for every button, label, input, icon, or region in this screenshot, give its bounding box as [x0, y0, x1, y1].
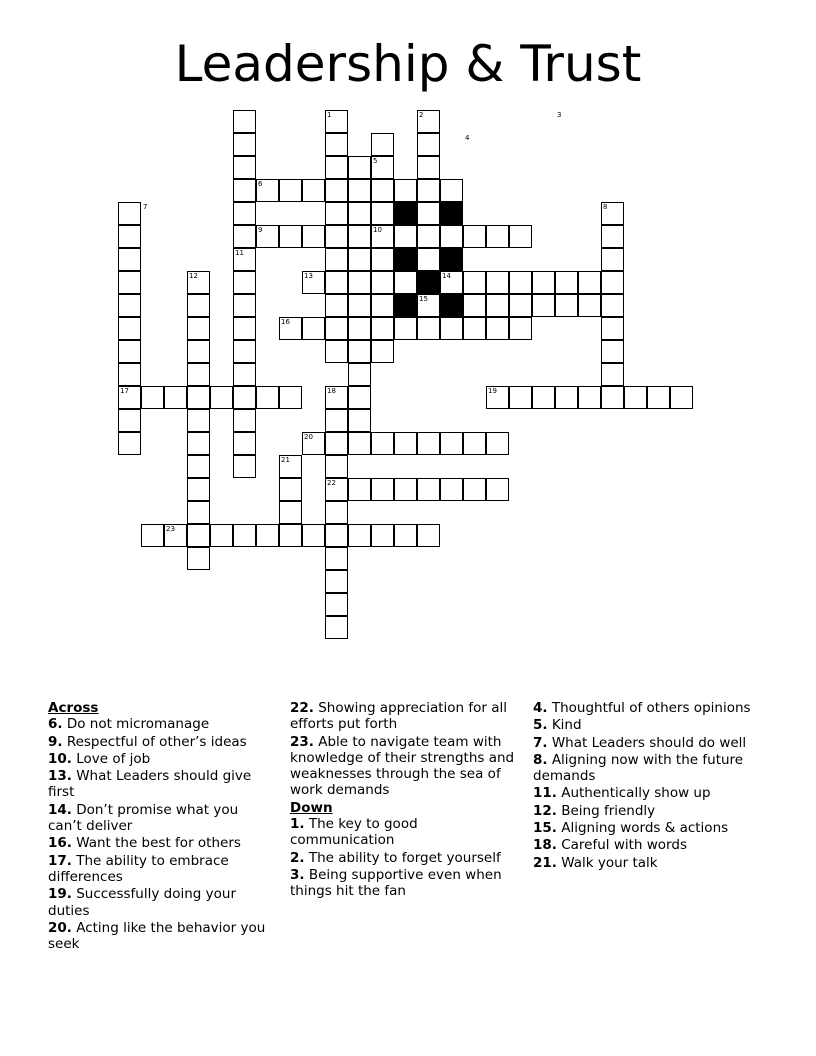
black-cell — [417, 271, 440, 294]
clue-number: 8. — [533, 751, 548, 768]
grid-cell[interactable] — [187, 432, 210, 455]
black-cell — [440, 202, 463, 225]
grid-cell[interactable] — [325, 294, 348, 317]
grid-cell[interactable] — [348, 386, 371, 409]
clues-column-1 — [48, 700, 273, 953]
black-cell — [440, 248, 463, 271]
grid-cell[interactable] — [302, 317, 325, 340]
clue-text: Authentically show up — [556, 785, 711, 802]
grid-cell[interactable] — [371, 179, 394, 202]
grid-cell[interactable] — [187, 409, 210, 432]
grid-cell[interactable] — [601, 317, 624, 340]
clue-text: Careful with words — [556, 837, 687, 854]
black-cell — [394, 202, 417, 225]
grid-cell[interactable] — [348, 409, 371, 432]
across-clue — [48, 886, 273, 919]
grid-cell[interactable] — [302, 225, 325, 248]
puzzle-title: Leadership & Trust — [174, 35, 642, 93]
clue-number-label: 19 — [488, 387, 497, 395]
clue-number: 2. — [290, 849, 305, 866]
grid-cell[interactable] — [118, 340, 141, 363]
grid-cell[interactable] — [440, 432, 463, 455]
grid-cell[interactable] — [440, 225, 463, 248]
grid-cell[interactable] — [118, 432, 141, 455]
grid-cell[interactable] — [624, 386, 647, 409]
clue-text: Being friendly — [556, 802, 656, 819]
grid-cell[interactable] — [601, 225, 624, 248]
grid-cell[interactable] — [348, 524, 371, 547]
grid-cell[interactable] — [440, 317, 463, 340]
grid-cell[interactable] — [417, 156, 440, 179]
across-clue — [48, 768, 273, 801]
clue-number: 19. — [48, 886, 72, 903]
clue-number-label: 5 — [373, 157, 378, 165]
grid-cell[interactable] — [417, 478, 440, 501]
clue-number-label: 4 — [465, 134, 470, 142]
across-clue — [48, 734, 273, 750]
clue-number-label: 16 — [281, 318, 290, 326]
clue-number: 3. — [290, 866, 305, 883]
grid-cell[interactable] — [440, 179, 463, 202]
down-clue — [533, 855, 763, 871]
grid-cell[interactable] — [417, 225, 440, 248]
grid-cell[interactable] — [394, 478, 417, 501]
grid-cell[interactable] — [279, 179, 302, 202]
grid-cell[interactable] — [486, 317, 509, 340]
grid-cell[interactable] — [233, 409, 256, 432]
grid-cell[interactable] — [601, 340, 624, 363]
grid-cell[interactable] — [187, 478, 210, 501]
grid-cell[interactable] — [394, 225, 417, 248]
grid-cell[interactable] — [555, 386, 578, 409]
across-clue — [290, 734, 515, 799]
grid-cell[interactable] — [417, 317, 440, 340]
clue-text: Being supportive even when things hit the fan — [290, 866, 502, 900]
clue-number: 12. — [533, 802, 557, 819]
grid-cell[interactable] — [394, 271, 417, 294]
clue-text: Don’t promise what you can’t deliver — [48, 801, 239, 835]
clue-text: Want the best for others — [71, 835, 241, 852]
grid-cell[interactable] — [164, 386, 187, 409]
grid-cell[interactable] — [233, 455, 256, 478]
across-clue — [48, 853, 273, 886]
grid-cell[interactable] — [463, 478, 486, 501]
across-clue — [48, 751, 273, 767]
grid-cell[interactable] — [371, 524, 394, 547]
down-clue — [533, 785, 763, 801]
grid-cell[interactable] — [601, 271, 624, 294]
grid-cell[interactable] — [233, 432, 256, 455]
clue-number-label: 2 — [419, 111, 424, 119]
grid-cell[interactable] — [348, 225, 371, 248]
grid-cell[interactable] — [394, 432, 417, 455]
grid-cell[interactable] — [601, 363, 624, 386]
clue-number: 23. — [290, 733, 314, 750]
clue-number-label: 22 — [327, 479, 336, 487]
clue-number: 14. — [48, 801, 72, 818]
across-clue — [48, 920, 273, 953]
clue-number-label: 15 — [419, 295, 428, 303]
grid-cell[interactable] — [233, 340, 256, 363]
grid-cell[interactable] — [532, 294, 555, 317]
grid-cell[interactable] — [325, 179, 348, 202]
clue-number: 1. — [290, 816, 305, 833]
down-clue — [533, 837, 763, 853]
grid-cell[interactable] — [417, 248, 440, 271]
down-clue — [290, 867, 515, 900]
grid-cell[interactable] — [348, 432, 371, 455]
grid-cell[interactable] — [486, 478, 509, 501]
grid-cell[interactable] — [118, 409, 141, 432]
clue-number: 20. — [48, 919, 72, 936]
clue-number-label: 18 — [327, 387, 336, 395]
grid-cell[interactable] — [348, 248, 371, 271]
grid-cell[interactable] — [141, 524, 164, 547]
grid-cell[interactable] — [279, 225, 302, 248]
clue-text: What Leaders should do well — [547, 734, 747, 751]
clue-text: The key to good communication — [290, 816, 418, 849]
clue-text: Do not micromanage — [62, 716, 210, 733]
grid-cell[interactable] — [325, 409, 348, 432]
down-clue — [533, 803, 763, 819]
clue-text: Respectful of other’s ideas — [62, 733, 247, 750]
clue-text: What Leaders should give first — [48, 768, 252, 801]
grid-cell[interactable] — [509, 386, 532, 409]
grid-cell[interactable] — [325, 225, 348, 248]
grid-cell[interactable] — [463, 317, 486, 340]
grid-cell[interactable] — [325, 570, 348, 593]
grid-cell[interactable] — [118, 363, 141, 386]
grid-cell[interactable] — [279, 478, 302, 501]
grid-cell[interactable] — [463, 271, 486, 294]
clue-text: Showing appreciation for all efforts put forth — [290, 700, 508, 733]
clue-text: Able to navigate team with knowledge of their strengths and weaknesses through the sea of work demands — [290, 733, 515, 799]
clue-number-label: 12 — [189, 272, 198, 280]
grid-cell[interactable] — [371, 248, 394, 271]
grid-cell[interactable] — [325, 455, 348, 478]
black-cell — [440, 294, 463, 317]
clue-number-label: 23 — [166, 525, 175, 533]
grid-cell[interactable] — [187, 501, 210, 524]
across-heading: Across — [48, 700, 99, 716]
down-clue — [533, 717, 763, 733]
grid-cell[interactable] — [325, 317, 348, 340]
clue-text: Acting like the behavior you seek — [48, 919, 266, 953]
grid-cell[interactable] — [371, 271, 394, 294]
grid-cell[interactable] — [348, 294, 371, 317]
across-clue — [48, 802, 273, 835]
grid-cell[interactable] — [440, 478, 463, 501]
grid-cell[interactable] — [187, 317, 210, 340]
grid-cell[interactable] — [509, 294, 532, 317]
clue-number: 13. — [48, 768, 72, 785]
grid-cell[interactable] — [325, 501, 348, 524]
clue-number: 17. — [48, 852, 72, 869]
grid-cell[interactable] — [417, 432, 440, 455]
grid-cell[interactable] — [233, 110, 256, 133]
clue-number-label: 6 — [258, 180, 263, 188]
grid-cell[interactable] — [371, 294, 394, 317]
down-clue — [290, 850, 515, 866]
clue-number: 11. — [533, 785, 557, 802]
grid-cell[interactable] — [187, 455, 210, 478]
down-clue — [533, 752, 763, 785]
clue-number-label: 9 — [258, 226, 263, 234]
grid-cell[interactable] — [509, 225, 532, 248]
clue-number-label: 11 — [235, 249, 244, 257]
grid-cell[interactable] — [371, 478, 394, 501]
grid-cell[interactable] — [532, 271, 555, 294]
grid-cell[interactable] — [279, 524, 302, 547]
clue-number-label: 17 — [120, 387, 129, 395]
grid-cell[interactable] — [233, 363, 256, 386]
grid-cell[interactable] — [118, 202, 141, 225]
grid-cell[interactable] — [210, 524, 233, 547]
grid-cell[interactable] — [348, 271, 371, 294]
grid-cell[interactable] — [371, 133, 394, 156]
grid-cell[interactable] — [371, 340, 394, 363]
grid-cell[interactable] — [601, 386, 624, 409]
grid-cell[interactable] — [233, 271, 256, 294]
grid-cell[interactable] — [118, 294, 141, 317]
clue-number: 16. — [48, 835, 72, 852]
clue-number-label: 21 — [281, 456, 290, 464]
grid-cell[interactable] — [555, 294, 578, 317]
grid-cell[interactable] — [578, 294, 601, 317]
grid-cell[interactable] — [210, 386, 233, 409]
clue-text: Kind — [547, 717, 582, 734]
grid-cell[interactable] — [486, 225, 509, 248]
grid-cell[interactable] — [578, 386, 601, 409]
clue-number-label: 3 — [557, 111, 562, 119]
clue-number-label: 10 — [373, 226, 382, 234]
grid-cell[interactable] — [325, 524, 348, 547]
down-clue — [533, 735, 763, 751]
grid-cell[interactable] — [233, 317, 256, 340]
grid-cell[interactable] — [118, 317, 141, 340]
grid-cell[interactable] — [417, 524, 440, 547]
clues-column-2 — [290, 700, 515, 901]
grid-cell[interactable] — [555, 271, 578, 294]
clue-number-label: 1 — [327, 111, 332, 119]
clue-number-label: 13 — [304, 272, 313, 280]
black-cell — [394, 294, 417, 317]
clue-number: 6. — [48, 716, 63, 733]
clue-number-label: 7 — [143, 203, 148, 211]
grid-cell[interactable] — [141, 386, 164, 409]
clues-column-3 — [533, 700, 763, 872]
grid-cell[interactable] — [325, 593, 348, 616]
grid-cell[interactable] — [187, 340, 210, 363]
grid-cell[interactable] — [325, 271, 348, 294]
grid-cell[interactable] — [118, 248, 141, 271]
grid-cell[interactable] — [233, 225, 256, 248]
grid-cell[interactable] — [601, 248, 624, 271]
grid-cell[interactable] — [302, 524, 325, 547]
clue-number: 18. — [533, 837, 557, 854]
grid-cell[interactable] — [417, 133, 440, 156]
grid-cell[interactable] — [509, 271, 532, 294]
clue-text: Walk your talk — [556, 854, 658, 871]
grid-cell[interactable] — [118, 225, 141, 248]
clue-number: 5. — [533, 717, 548, 734]
grid-cell[interactable] — [325, 340, 348, 363]
grid-cell[interactable] — [371, 202, 394, 225]
grid-cell[interactable] — [325, 616, 348, 639]
grid-cell[interactable] — [279, 386, 302, 409]
grid-cell[interactable] — [325, 248, 348, 271]
clue-text: Thoughtful of others opinions — [547, 700, 751, 716]
clue-text: Love of job — [71, 750, 151, 767]
black-cell — [394, 248, 417, 271]
grid-cell[interactable] — [509, 317, 532, 340]
grid-cell[interactable] — [325, 432, 348, 455]
grid-cell[interactable] — [187, 386, 210, 409]
grid-cell[interactable] — [463, 294, 486, 317]
clue-number: 22. — [290, 700, 314, 716]
grid-cell[interactable] — [463, 432, 486, 455]
clue-text: The ability to embrace differences — [48, 852, 229, 885]
down-clue — [533, 820, 763, 836]
across-clue — [48, 835, 273, 851]
grid-cell[interactable] — [486, 271, 509, 294]
grid-cell[interactable] — [463, 225, 486, 248]
grid-cell[interactable] — [187, 363, 210, 386]
grid-cell[interactable] — [279, 501, 302, 524]
grid-cell[interactable] — [348, 317, 371, 340]
grid-cell[interactable] — [417, 202, 440, 225]
across-clue — [48, 716, 273, 732]
clue-number: 10. — [48, 750, 72, 767]
grid-cell[interactable] — [417, 179, 440, 202]
grid-cell[interactable] — [233, 294, 256, 317]
clue-number-label: 8 — [603, 203, 608, 211]
grid-cell[interactable] — [348, 363, 371, 386]
grid-cell[interactable] — [486, 432, 509, 455]
grid-cell[interactable] — [118, 271, 141, 294]
clue-number: 15. — [533, 820, 557, 837]
grid-cell[interactable] — [371, 432, 394, 455]
grid-cell[interactable] — [325, 547, 348, 570]
grid-cell[interactable] — [187, 547, 210, 570]
grid-cell[interactable] — [394, 524, 417, 547]
grid-cell[interactable] — [187, 294, 210, 317]
grid-cell[interactable] — [348, 202, 371, 225]
grid-cell[interactable] — [670, 386, 693, 409]
grid-cell[interactable] — [348, 478, 371, 501]
clue-number-label: 14 — [442, 272, 451, 280]
grid-cell[interactable] — [233, 386, 256, 409]
clue-text: Aligning words & actions — [556, 820, 729, 837]
down-heading: Down — [290, 799, 333, 816]
grid-cell[interactable] — [348, 156, 371, 179]
grid-cell[interactable] — [394, 179, 417, 202]
clue-text: Successfully doing your duties — [48, 886, 236, 919]
grid-cell[interactable] — [233, 202, 256, 225]
grid-cell[interactable] — [394, 317, 417, 340]
down-clue — [533, 700, 763, 716]
grid-cell[interactable] — [532, 386, 555, 409]
grid-cell[interactable] — [325, 133, 348, 156]
grid-cell[interactable] — [601, 294, 624, 317]
clue-number: 7. — [533, 734, 548, 751]
clue-text: Aligning now with the future demands — [533, 751, 744, 785]
grid-cell[interactable] — [256, 524, 279, 547]
across-clue — [290, 700, 515, 733]
grid-cell[interactable] — [578, 271, 601, 294]
clue-number: 21. — [533, 854, 557, 871]
grid-cell[interactable] — [486, 294, 509, 317]
grid-cell[interactable] — [233, 179, 256, 202]
grid-cell[interactable] — [348, 179, 371, 202]
grid-cell[interactable] — [233, 524, 256, 547]
grid-cell[interactable] — [302, 179, 325, 202]
clue-number-label: 20 — [304, 433, 313, 441]
grid-cell[interactable] — [256, 386, 279, 409]
grid-cell[interactable] — [371, 317, 394, 340]
grid-cell[interactable] — [325, 202, 348, 225]
grid-cell[interactable] — [348, 340, 371, 363]
clue-number: 9. — [48, 733, 63, 750]
grid-cell[interactable] — [233, 156, 256, 179]
clue-text: The ability to forget yourself — [304, 849, 501, 866]
grid-cell[interactable] — [325, 156, 348, 179]
grid-cell[interactable] — [647, 386, 670, 409]
clue-number: 4. — [533, 700, 548, 716]
grid-cell[interactable] — [187, 524, 210, 547]
down-clue — [290, 816, 515, 849]
grid-cell[interactable] — [233, 133, 256, 156]
